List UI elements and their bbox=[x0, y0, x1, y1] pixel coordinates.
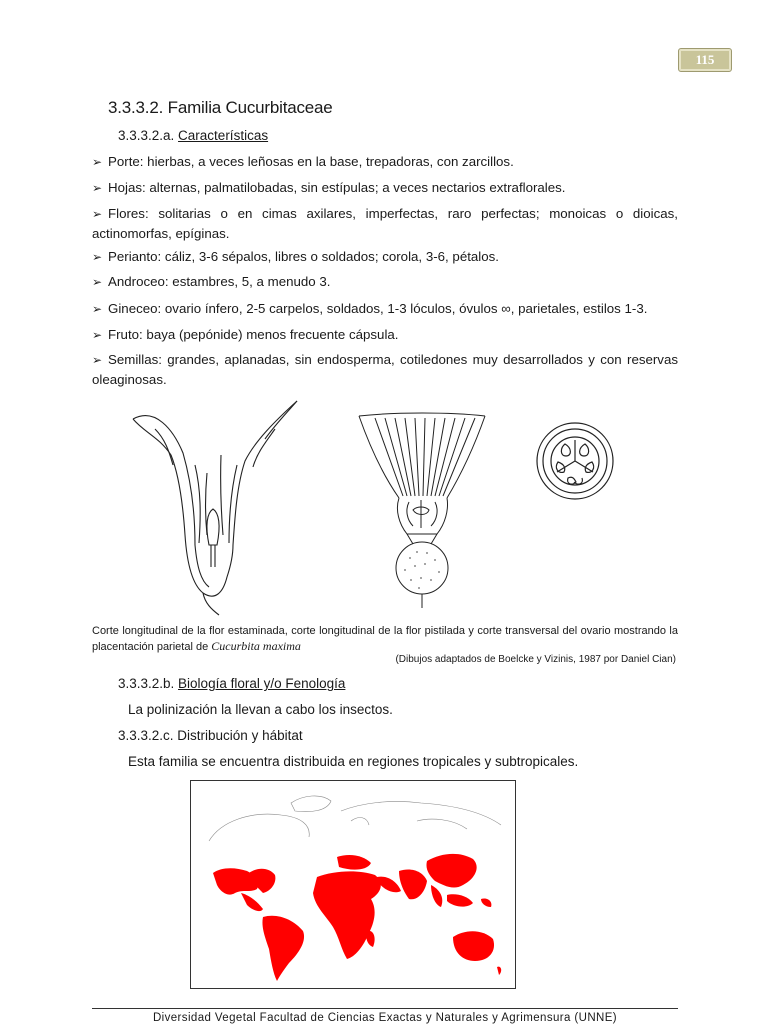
caption-species: Cucurbita maxima bbox=[211, 639, 301, 653]
bullet-text: Fruto: baya (pepónide) menos frecuente cápsula. bbox=[108, 327, 399, 342]
bullet-arrow-icon: ➢ bbox=[92, 328, 103, 342]
page-number-badge: 115 bbox=[678, 48, 732, 72]
subsection-a-title: Características bbox=[178, 128, 269, 143]
bullet-porte bbox=[92, 152, 678, 172]
bullet-text: Flores: solitarias o en cimas axilares, imperfectas, raro perfectas; monoicas o dioicas, actinomorfas, epíginas. bbox=[92, 206, 678, 241]
bullet-semillas bbox=[92, 350, 678, 390]
distribution-map bbox=[190, 780, 516, 989]
bullet-flores bbox=[92, 204, 678, 244]
page-footer: Diversidad Vegetal Facultad de Ciencias Exactas y Naturales y Agrimensura (UNNE) bbox=[152, 1012, 618, 1024]
bullet-fruto bbox=[92, 325, 678, 345]
pollination-text: La polinización la llevan a cabo los insectos. bbox=[128, 702, 393, 717]
bullet-androceo bbox=[92, 272, 678, 292]
bullet-text: Androceo: estambres, 5, a menudo 3. bbox=[108, 274, 331, 289]
bullet-text: Semillas: grandes, aplanadas, sin endosperma, cotiledones muy desarrollados y con reservas oleaginosas. bbox=[92, 352, 678, 387]
subsection-a-number: 3.3.3.2.a. bbox=[118, 128, 179, 143]
bullet-arrow-icon: ➢ bbox=[92, 275, 103, 289]
figure-caption bbox=[92, 624, 678, 655]
bullet-text: Gineceo: ovario ínfero, 2-5 carpelos, soldados, 1-3 lóculos, óvulos ∞, parietales, estilos 1-3. bbox=[108, 301, 648, 316]
pistillate-flower-drawing bbox=[355, 410, 490, 620]
subsection-b-title: Biología floral y/o Fenología bbox=[178, 676, 346, 691]
distribution-text: Esta familia se encuentra distribuida en regiones tropicales y subtropicales. bbox=[128, 754, 579, 769]
bullet-gineceo bbox=[92, 299, 678, 319]
ovary-cross-section-drawing bbox=[532, 418, 618, 504]
caption-text: Corte longitudinal de la flor estaminada, corte longitudinal de la flor pistilada y corte transversal del ovario mostrando la placentación parietal de bbox=[92, 625, 678, 653]
bullet-arrow-icon: ➢ bbox=[92, 207, 103, 221]
bullet-arrow-icon: ➢ bbox=[92, 302, 103, 316]
bullet-hojas bbox=[92, 178, 678, 198]
staminate-flower-drawing bbox=[125, 395, 305, 620]
bullet-arrow-icon: ➢ bbox=[92, 353, 103, 367]
subsection-b-heading bbox=[118, 676, 345, 691]
subsection-c-heading: 3.3.3.2.c. Distribución y hábitat bbox=[118, 728, 303, 743]
bullet-text: Porte: hierbas, a veces leñosas en la base, trepadoras, con zarcillos. bbox=[108, 154, 514, 169]
bullet-arrow-icon: ➢ bbox=[92, 155, 103, 169]
bullet-text: Hojas: alternas, palmatilobadas, sin estípulas; a veces nectarios extraflorales. bbox=[108, 180, 566, 195]
footer-divider bbox=[92, 1008, 678, 1009]
world-map-drawing bbox=[191, 781, 515, 988]
subsection-a-heading bbox=[118, 128, 268, 143]
bullet-arrow-icon: ➢ bbox=[92, 181, 103, 195]
bullet-arrow-icon: ➢ bbox=[92, 250, 103, 264]
section-title: 3.3.3.2. Familia Cucurbitaceae bbox=[108, 98, 333, 117]
subsection-b-number: 3.3.3.2.b. bbox=[118, 676, 179, 691]
bullet-text: Perianto: cáliz, 3-6 sépalos, libres o soldados; corola, 3-6, pétalos. bbox=[108, 249, 499, 264]
figure-credit: (Dibujos adaptados de Boelcke y Vizinis, 1987 por Daniel Cian) bbox=[395, 654, 676, 665]
bullet-perianto bbox=[92, 247, 678, 267]
